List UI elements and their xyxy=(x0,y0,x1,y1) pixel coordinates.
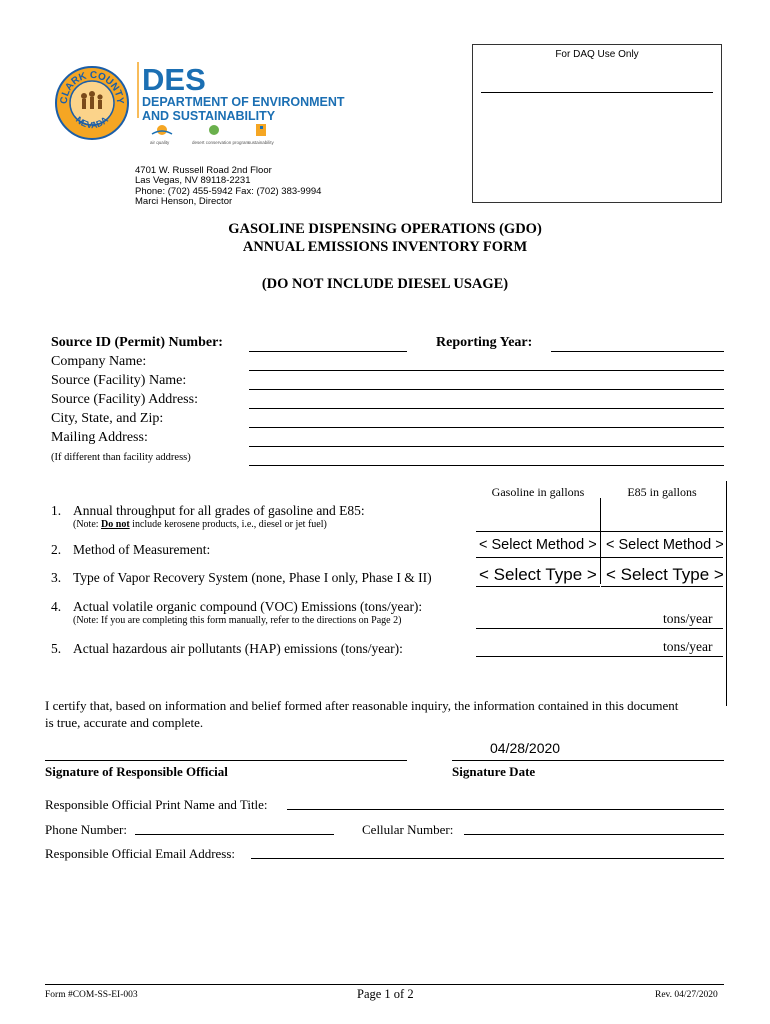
gasoline-method-underline xyxy=(476,557,600,558)
address-line-2: Las Vegas, NV 89118-2231 xyxy=(135,175,251,187)
form-title-line1: GASOLINE DISPENSING OPERATIONS (GDO) xyxy=(228,221,542,237)
print-name-label: Responsible Official Print Name and Title: xyxy=(45,797,268,812)
mailing-address-field[interactable] xyxy=(249,446,724,447)
company-name-label: Company Name: xyxy=(51,354,147,369)
company-name-field[interactable] xyxy=(249,370,724,371)
department-address xyxy=(135,166,321,208)
item-5-number: 5. xyxy=(51,641,62,656)
logo-sub-desert-conservation: desert conservation program xyxy=(192,140,250,145)
item-4-note: (Note: If you are completing this form manually, refer to the directions on Page 2) xyxy=(73,615,402,626)
gasoline-column-header: Gasoline in gallons xyxy=(491,485,585,499)
cell-field[interactable] xyxy=(464,834,724,835)
cell-label: Cellular Number: xyxy=(362,822,454,837)
page-number: Page 1 of 2 xyxy=(357,987,414,1001)
facility-name-field[interactable] xyxy=(249,389,724,390)
signature-date-value[interactable]: 04/28/2020 xyxy=(490,740,561,756)
reporting-year-field[interactable] xyxy=(551,351,724,352)
city-state-zip-field[interactable] xyxy=(249,427,724,428)
phone-field[interactable] xyxy=(135,834,334,835)
city-state-zip-label: City, State, and Zip: xyxy=(51,411,164,426)
item-1-number: 1. xyxy=(51,503,62,518)
daq-use-only-box xyxy=(472,44,722,203)
facility-address-field[interactable] xyxy=(249,408,724,409)
revision-date: Rev. 04/27/2020 xyxy=(655,990,718,1000)
address-line-3: Phone: (702) 455-5942 Fax: (702) 383-9994 xyxy=(135,185,322,197)
email-field[interactable] xyxy=(251,858,724,859)
gasoline-vapor-type-select[interactable]: < Select Type > xyxy=(479,565,597,584)
clark-county-seal-logo xyxy=(55,66,129,140)
des-department-logo xyxy=(136,60,351,150)
e85-type-underline xyxy=(601,586,723,587)
item-5-label: Actual hazardous air pollutants (HAP) emissions (tons/year): xyxy=(73,641,403,656)
facility-name-label: Source (Facility) Name: xyxy=(51,373,187,388)
signature-date-label: Signature Date xyxy=(452,764,536,779)
logo-sub-sustainability: sustainability xyxy=(248,140,274,145)
item-3-number: 3. xyxy=(51,570,62,585)
form-title-line2: ANNUAL EMISSIONS INVENTORY FORM xyxy=(242,239,528,255)
certify-line-1: I certify that, based on information and belief formed after reasonable inquiry, the information contained in this document xyxy=(45,698,679,713)
source-id-field[interactable] xyxy=(249,351,407,352)
seal-text-bottom: NEVADA xyxy=(73,114,111,131)
reporting-year-label: Reporting Year: xyxy=(436,335,533,350)
des-line2: AND SUSTAINABILITY xyxy=(142,109,276,123)
email-label: Responsible Official Email Address: xyxy=(45,846,236,861)
seal-text-top: CLARK COUNTY xyxy=(58,69,126,105)
des-line1: DEPARTMENT OF ENVIRONMENT xyxy=(142,95,345,109)
des-acronym: DES xyxy=(142,62,206,97)
signature-field[interactable] xyxy=(45,760,407,761)
item-2-label: Method of Measurement: xyxy=(73,542,211,557)
e85-vapor-type-select[interactable]: < Select Type > xyxy=(606,565,724,584)
mailing-address-label: Mailing Address: xyxy=(51,430,148,445)
signature-date-field xyxy=(452,760,724,761)
e85-throughput-field[interactable] xyxy=(601,531,723,532)
daq-label: For DAQ Use Only xyxy=(555,49,639,60)
item-1-label: Annual throughput for all grades of gasoline and E85: xyxy=(73,503,365,518)
mailing-address-note: (If different than facility address) xyxy=(51,452,191,463)
address-line-1: 4701 W. Russell Road 2nd Floor xyxy=(135,165,272,176)
address-line-4: Marci Henson, Director xyxy=(135,196,233,208)
certify-line-2: is true, accurate and complete. xyxy=(45,715,204,730)
item-3-label: Type of Vapor Recovery System (none, Phase I only, Phase I & II) xyxy=(73,570,432,585)
hap-emissions-field[interactable] xyxy=(476,656,723,657)
form-title-diesel-note: (DO NOT INCLUDE DIESEL USAGE) xyxy=(261,276,509,292)
source-id-label: Source ID (Permit) Number: xyxy=(51,335,223,350)
daq-entry-line[interactable] xyxy=(481,92,713,93)
facility-address-label: Source (Facility) Address: xyxy=(51,392,198,407)
hap-unit-label: tons/year xyxy=(663,639,713,654)
gasoline-throughput-field[interactable] xyxy=(476,531,600,532)
item-4-label: Actual volatile organic compound (VOC) Emissions (tons/year): xyxy=(73,599,423,614)
gasoline-method-select[interactable]: < Select Method > xyxy=(479,537,597,553)
column-divider xyxy=(600,498,601,584)
voc-unit-label: tons/year xyxy=(663,611,713,626)
logo-sub-air-quality: air quality xyxy=(150,140,170,145)
e85-method-underline xyxy=(601,557,723,558)
voc-emissions-field[interactable] xyxy=(476,628,723,629)
e85-method-select[interactable]: < Select Method > xyxy=(606,537,724,553)
right-border-line xyxy=(726,481,727,706)
form-number: Form #COM-SS-EI-003 xyxy=(45,990,138,1000)
item-1-note: (Note: Do not include kerosene products, i.e., diesel or jet fuel) xyxy=(73,519,327,530)
item-2-number: 2. xyxy=(51,542,62,557)
e85-column-header: E85 in gallons xyxy=(627,485,697,499)
phone-label: Phone Number: xyxy=(45,822,127,837)
item-4-number: 4. xyxy=(51,599,62,614)
gasoline-type-underline xyxy=(476,586,600,587)
print-name-field[interactable] xyxy=(287,809,724,810)
signature-label: Signature of Responsible Official xyxy=(45,764,228,779)
footer-rule xyxy=(45,984,724,985)
mailing-address-field-2[interactable] xyxy=(249,465,724,466)
